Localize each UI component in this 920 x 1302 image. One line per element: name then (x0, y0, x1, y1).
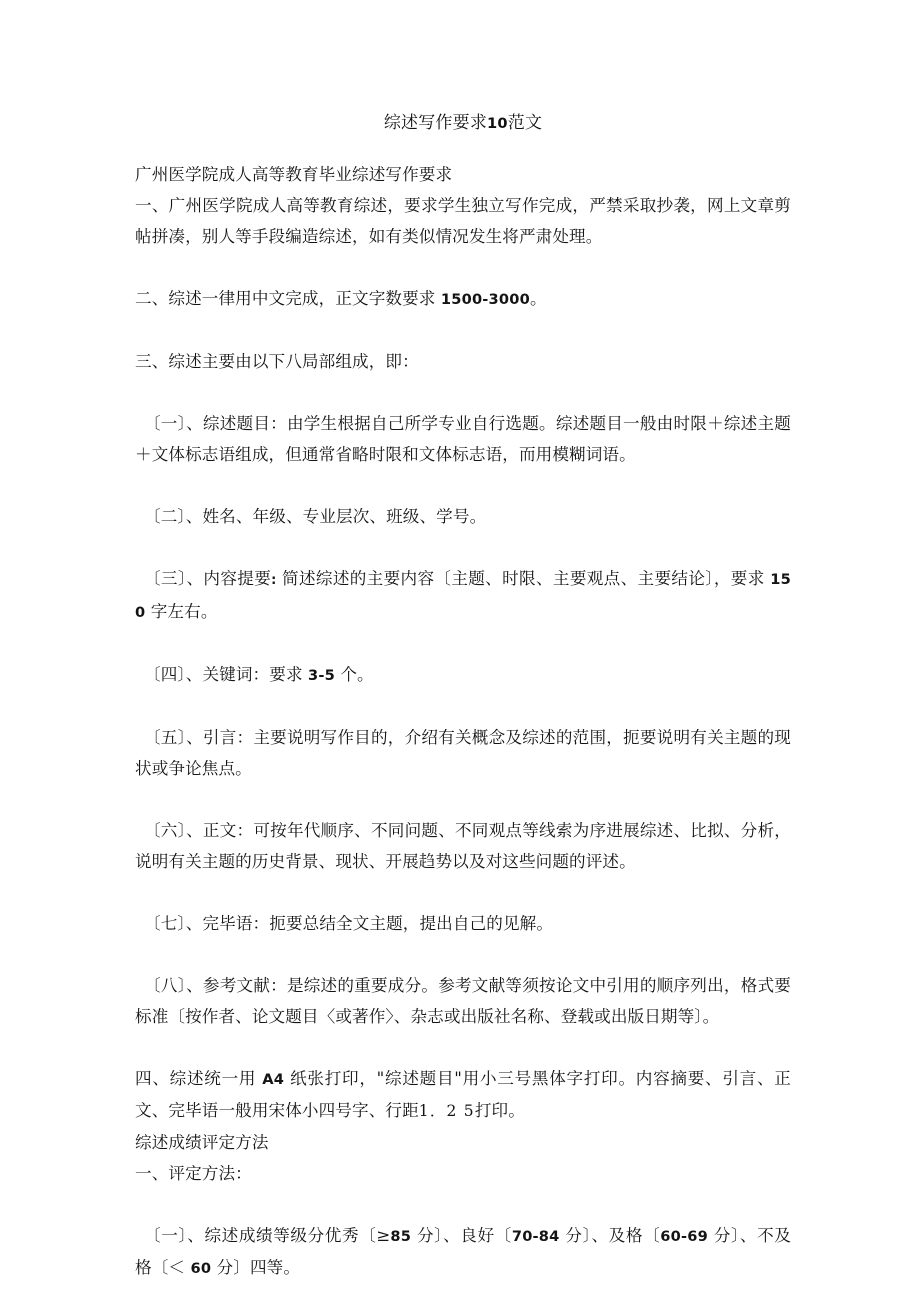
word-count-range: 1500-3000 (440, 291, 530, 308)
grade-pass-range: 60-69 (660, 1228, 708, 1245)
document-body (135, 108, 791, 1284)
paragraph-sub-5: 〔五〕、引言：主要说明写作目的，介绍有关概念及综述的范围，扼要说明有关主题的现状或争论焦点。 (135, 728, 791, 778)
sub-4-prefix: 〔四〕、关键词：要求 (144, 665, 309, 684)
paragraph-item-2 (135, 283, 791, 315)
item-2-prefix: 二、综述一律用中文完成，正文字数要求 (135, 289, 441, 308)
sub-3-colon: : (271, 573, 277, 588)
grade-fail-max: 60 (190, 1260, 212, 1277)
paragraph-sub-8: 〔八〕、参考文献：是综述的重要成分。参考文献等须按论文中引用的顺序列出，格式要标准〔按作者、论文题目〈或著作〉、杂志或出版社名称、登载或出版日期等〕。 (135, 976, 791, 1026)
grade-good-range: 70-84 (511, 1228, 560, 1245)
paragraph-sub-6: 〔六〕、正文：可按年代顺序、不同问题、不同观点等线索为序进展综述、比拟、分析，说明有关主题的历史背景、现状、开展趋势以及对这些问题的评述。 (135, 821, 791, 871)
grading-detail (135, 1220, 791, 1284)
paragraph-item-1: 一、广州医学院成人高等教育综述，要求学生独立写作完成，严禁采取抄袭，网上文章剪帖拼凑，别人等手段编造综述，如有类似情况发生将严肃处理。 (135, 196, 791, 246)
item-4-part1: 四、综述统一用 (135, 1069, 263, 1088)
item-2-suffix: 。 (529, 289, 547, 308)
page-title (135, 108, 791, 139)
abstract-word-count: 150 (135, 571, 791, 621)
paragraph-item-3: 三、综述主要由以下八局部组成，即： (135, 352, 419, 371)
paragraph-sub-7: 〔七〕、完毕语：扼要总结全文主题，提出自己的见解。 (144, 914, 554, 933)
grading-suffix: 分〕四等。 (211, 1258, 301, 1277)
title-trail: 范文 (507, 113, 543, 133)
paragraph-sub-2: 〔二〕、姓名、年级、专业层次、班级、学号。 (144, 507, 487, 526)
sub-3-middle: 简述综述的主要内容〔主题、时限、主要观点、主要结论〕，要求 (276, 569, 771, 588)
sub-4-suffix: 个。 (334, 665, 374, 684)
paragraph-sub-3 (135, 563, 791, 628)
sub-3-prefix: 〔三〕、内容提要 (144, 569, 272, 588)
paragraph-sub-4 (135, 659, 791, 691)
title-lead: 综述写作要求 (383, 113, 488, 133)
line-spacing-value: 1．2 5 (418, 1102, 475, 1120)
grade-excellent-min: 85 (390, 1228, 412, 1245)
sub-3-suffix: 字左右。 (145, 602, 218, 621)
grading-prefix: 〔一〕、综述成绩等级分优秀〔≥ (144, 1226, 391, 1245)
grading-mid1: 分〕、良好〔 (411, 1226, 512, 1245)
title-number: 10 (487, 115, 508, 132)
grading-mid2: 分〕、及格〔 (559, 1226, 661, 1245)
grading-method-label: 一、评定方法： (135, 1164, 252, 1183)
paragraph-sub-1: 〔一〕、综述题目：由学生根据自己所学专业自行选题。综述题目一般由时限＋综述主题＋文体标志语组成，但通常省略时限和文体标志语，而用模糊词语。 (135, 414, 791, 464)
keyword-count-range: 3-5 (308, 667, 335, 684)
grading-heading: 综述成绩评定方法 (135, 1133, 269, 1152)
document-heading: 广州医学院成人高等教育毕业综述写作要求 (135, 165, 453, 184)
paragraph-item-4 (135, 1063, 791, 1127)
item-4-part2: 纸张打印，"综述题目"用小三号黑体字打印。内容摘要、引言、正文、完毕语一般用宋体小四号字、行距 (135, 1069, 792, 1120)
paper-size: A4 (262, 1071, 285, 1088)
item-4-part3: 打印。 (474, 1101, 525, 1120)
grading-mid3: 分〕、不及格〔＜ (135, 1226, 791, 1277)
